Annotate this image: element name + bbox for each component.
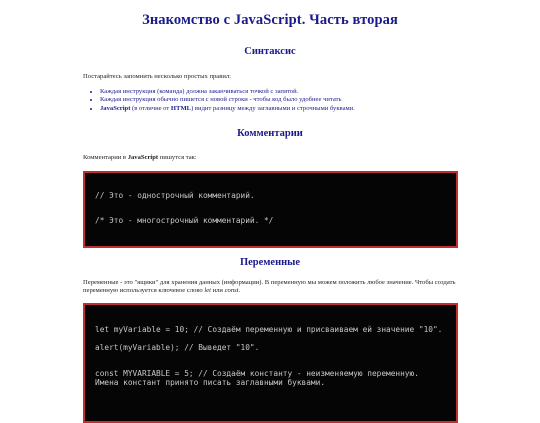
rule-text: Каждая инструкция обычно пишется с новой строки - чтобы код было удобнее читать <box>100 96 342 104</box>
page-title: Знакомство с JavaScript. Часть вторая <box>142 12 398 28</box>
comments-heading: Комментарии <box>237 128 303 140</box>
rule-bold-html: HTML <box>170 104 192 112</box>
keyword-let: let <box>204 287 211 295</box>
variables-intro-text: или <box>210 287 225 295</box>
comments-intro-text: Комментарии в <box>83 154 128 162</box>
syntax-heading: Синтаксис <box>244 46 296 57</box>
variables-heading: Переменные <box>239 256 301 268</box>
code-line: // Это - однострочный комментарий. <box>95 190 255 200</box>
code-line: const MYVARIABLE = 5; // Создаём константу - неизменяемую переменную. Имена констант принято писать заглавными буквами. <box>95 368 419 388</box>
variables-intro-text: Переменные - это "ящики" для хранения данных (информации). В переменную мы можем положить любое значение. Чтобы создать переменную используется ключевое слово <box>83 278 456 295</box>
comments-intro-bold: JavaScript <box>127 154 159 162</box>
rule-text: (в отличие от <box>130 104 171 112</box>
comments-intro-text: пишутся так: <box>158 154 197 162</box>
variables-intro <box>83 279 457 296</box>
code-line: alert(myVariable); // Выведет "10". <box>95 343 260 353</box>
comments-code-block <box>83 171 458 248</box>
code-line: let myVariable = 10; // Создаём переменную и присваиваем ей значение "10". <box>95 324 443 334</box>
syntax-rules-list <box>83 88 457 114</box>
variables-intro-text: . <box>238 287 241 295</box>
list-item <box>100 105 457 114</box>
rule-text: ) видит разницу между заглавными и строчными буквами. <box>191 104 355 112</box>
rule-text: Каждая инструкция (команда) должна заканчиваться точкой с запятой. <box>100 87 299 95</box>
list-item <box>100 96 457 105</box>
comments-intro <box>83 154 457 163</box>
list-item <box>100 88 457 97</box>
rule-bold-js: JavaScript <box>100 104 131 112</box>
keyword-const: const <box>224 287 239 295</box>
code-line: /* Это - многострочный комментарий. */ <box>95 216 274 226</box>
syntax-intro: Постарайтесь запомнить несколько простых правил: <box>83 73 231 80</box>
